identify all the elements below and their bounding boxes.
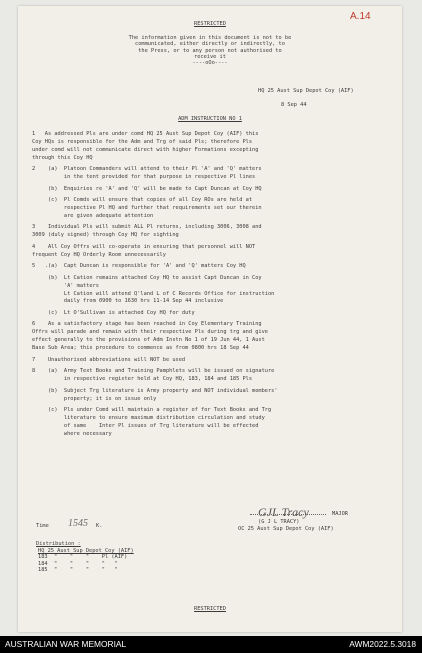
instruction-line: (b) Enquiries re 'A' and 'Q' will be made to Capt Duncan at Coy HQ — [32, 185, 262, 192]
instruction-line: effect generally to the provisions of Adm Instn No 1 of 19 Jun 44, 1 Aust — [32, 337, 265, 344]
instruction-line: Base Sub Area; this procedure to commence as from 0800 hrs 18 Sep 44 — [32, 345, 249, 352]
distribution-item: 184 " " " " " — [38, 560, 118, 567]
instruction-line: (c) Pls under Comd will maintain a register of for Text Books and Trg — [32, 407, 272, 413]
caveat-line: the Press, or to any person not authorised to — [138, 47, 282, 54]
distribution-label: Distribution : — [36, 541, 81, 547]
instruction-line: in the tent provided for that purpose in respective Pl lines — [32, 174, 256, 181]
security-heading-bottom: RESTRICTED — [194, 606, 226, 612]
instruction-line: Coy HQs is responsible for the Adm and Trg of said Pls; therefore Pls — [32, 138, 253, 145]
distribution-list — [38, 548, 134, 573]
signature: GJL Tracy — [258, 505, 309, 519]
instruction-line: respective Pl HQ and further that requirements set our therein — [32, 205, 262, 212]
instruction-line: 2 (a) Platoon Commanders will attend to their Pl 'A' and 'Q' matters — [32, 166, 262, 173]
instruction-body — [32, 131, 278, 439]
instruction-line: (b) Subject Trg literature is Army property and NOT individual members' — [32, 387, 278, 394]
archive-pencil-mark: A.14 — [350, 11, 371, 22]
instruction-line: property; it is on issue only — [32, 395, 157, 402]
instruction-line: daily from 0900 to 1630 hrs 11-14 Sep 44 inclusive — [32, 298, 224, 305]
signatory-rank: MAJOR — [332, 511, 348, 517]
instruction-line: frequent Coy HQ Orderly Room unnecessarily — [32, 251, 166, 258]
caveat-separator: ----oOo---- — [192, 60, 228, 67]
instruction-line: Offrs will parade and remain with their respective Pls during trg and give — [32, 329, 268, 336]
caveat-line: communicated, either directly or indirectly, to — [135, 41, 285, 48]
document-title: ADM INSTRUCTION NO 1 — [178, 116, 242, 122]
instruction-line: where necessary — [32, 430, 112, 437]
instruction-line: 8 (a) Army Text Books and Training Pamphlets will be issued on signature — [32, 368, 275, 375]
distribution-item: 183 " " " Pl (AIF) — [38, 554, 128, 561]
distribution-item: 185 " " " " " — [38, 566, 118, 573]
instruction-line: are given adequate attention — [32, 212, 154, 219]
instruction-line: 7 Unauthorised abbreviations will NOT be used — [32, 356, 186, 363]
unit-header: HQ 25 Aust Sup Depot Coy (AIF) — [258, 88, 354, 94]
instruction-line: (c) Pl Comds will ensure that copies of all Coy ROs are held at — [32, 197, 253, 204]
signatory-title: OC 25 Aust Sup Depot Coy (AIF) — [238, 526, 334, 532]
instruction-line: 6 As a satisfactory stage has been reached in Coy Elementary Training — [32, 321, 262, 328]
document-page — [18, 6, 402, 632]
instruction-line: 5 .(a) Capt Duncan is responsible for 'A' and 'Q' matters Coy HQ — [32, 263, 246, 270]
caveat-block — [18, 35, 402, 66]
instruction-line: of same Inter Pl issues of Trg literature will be effected — [32, 422, 259, 429]
caveat-line: receive it — [194, 53, 226, 60]
document-date: 8 Sep 44 — [281, 102, 307, 108]
instruction-line: through this Coy HQ — [32, 154, 93, 161]
footer-institution: AUSTRALIAN WAR MEMORIAL — [5, 639, 127, 649]
instruction-line: in respective register held at Coy HQ, 183, 184 and 185 Pls — [32, 376, 253, 383]
time-suffix: K. — [96, 523, 103, 529]
instruction-line: literature to ensure maximum distribution circulation and study — [32, 414, 265, 421]
signature-line — [250, 514, 326, 515]
instruction-line: under comd will not communicate direct with higher Formations excepting — [32, 146, 259, 153]
security-heading-top: RESTRICTED — [194, 21, 226, 27]
instruction-line: 3 Individual Pls will submit ALL Pl returns, including 3006, 3008 and — [32, 224, 262, 231]
distribution-item: HQ 25 Aust Sup Depot Coy (AIF) — [38, 548, 134, 554]
instruction-line: (b) Lt Cation remains attached Coy HQ to assist Capt Duncan in Coy — [32, 274, 262, 281]
instruction-line: Lt Cation will attend Q'land L of C Records Office for instruction — [32, 290, 275, 297]
instruction-line: (c) Lt O'Sullivan is attached Coy HQ for duty — [32, 309, 195, 316]
time-label: Time — [36, 523, 49, 529]
archive-footer — [0, 636, 422, 653]
instruction-line: 3009 (duly signed) through Coy HQ for sighting — [32, 232, 179, 239]
instruction-line: 'A' matters — [32, 282, 99, 289]
instruction-line: 4 All Coy Offrs will co-operate in ensuring that personnel will NOT — [32, 243, 256, 250]
instruction-line: 1 As addressed Pls are under comd HQ 25 Aust Sup Depot Coy (AIF) this — [32, 131, 259, 137]
signatory-name: (G J L TRACY) — [258, 519, 300, 525]
caveat-line: The information given in this document is not to be — [128, 35, 292, 41]
time-value: 1545 — [68, 518, 88, 529]
footer-accession-number: AWM2022.5.3018 — [349, 639, 416, 649]
